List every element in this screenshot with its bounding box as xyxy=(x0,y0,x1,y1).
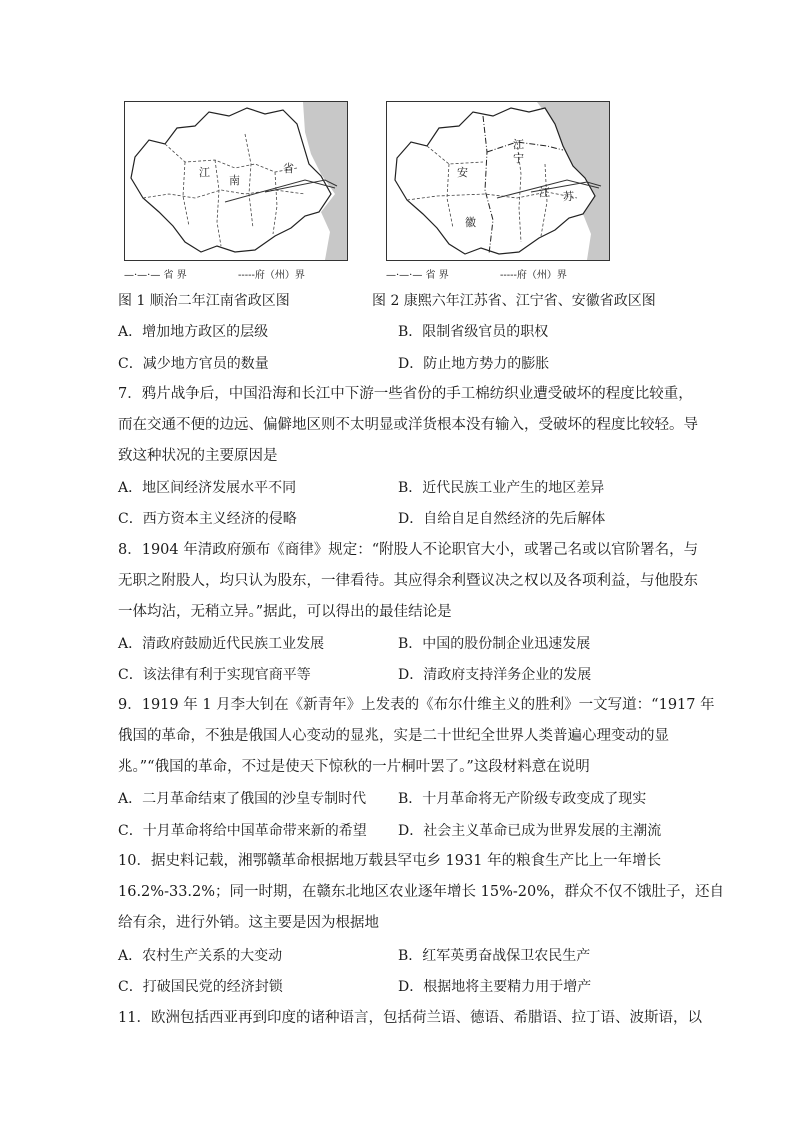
q10-option-d[interactable]: D．根据地将主要精力用于增产 xyxy=(398,979,592,995)
q8-stem-line-3: 一体均沾，无稍立异。”据此，可以得出的最佳结论是 xyxy=(118,604,452,620)
q6-option-d[interactable]: D．防止地方势力的膨胀 xyxy=(398,356,550,372)
map-1-frame xyxy=(124,101,348,261)
q11-stem-line-1: 11．欧洲包括西亚再到印度的诸种语言，包括荷兰语、德语、希腊语、拉丁语、波斯语，以 xyxy=(118,1010,702,1026)
q10-stem-line-3: 给有余，进行外销。这主要是因为根据地 xyxy=(118,915,379,931)
map-2-drawing xyxy=(387,102,609,260)
q9-option-d[interactable]: D．社会主义革命已成为世界发展的主潮流 xyxy=(398,823,662,839)
q8-option-a[interactable]: A．清政府鼓励近代民族工业发展 xyxy=(118,636,325,652)
map-2-caption: 图 2 康熙六年江苏省、江宁省、安徽省政区图 xyxy=(372,293,656,309)
map-2-label-5: 苏 xyxy=(563,190,574,203)
q7-option-b[interactable]: B．近代民族工业产生的地区差异 xyxy=(398,480,605,496)
q8-option-b[interactable]: B．中国的股份制企业迅速发展 xyxy=(398,636,591,652)
q6-option-a[interactable]: A．增加地方政区的层级 xyxy=(118,324,269,340)
map-1-drawing xyxy=(125,102,347,260)
q10-stem-line-2: 16.2%-33.2%；同一时期，在赣东北地区农业逐年增长 15%-20%，群众不仅不饿肚子，还自 xyxy=(118,884,724,900)
q10-stem-line-1: 10．据史料记载，湘鄂赣革命根据地万载县罕屯乡 1931 年的粮食生产比上一年增长 xyxy=(118,853,662,869)
q9-stem-line-2: 俄国的革命，不独是俄国人心变动的显兆，实是二十世纪全世界人类普遍心理变动的显 xyxy=(118,728,669,744)
q9-option-b[interactable]: B．十月革命将无产阶级专政变成了现实 xyxy=(398,791,647,807)
map-1-label-1: 江 xyxy=(199,166,210,179)
q9-option-c[interactable]: C．十月革命将给中国革命带来新的希望 xyxy=(118,823,367,839)
legend-prefecture-border: -----府（州）界 xyxy=(238,270,305,281)
map-2-label-2: 宁 xyxy=(513,152,524,165)
legend-prefecture-border: -----府（州）界 xyxy=(500,270,567,281)
q7-stem-line-3: 致这种状况的主要原因是 xyxy=(118,448,278,464)
q8-stem-line-2: 无职之附股人，均只认为股东，一律看待。其应得余利暨议决之权以及各项利益，与他股东 xyxy=(118,573,698,589)
q8-option-d[interactable]: D．清政府支持洋务企业的发展 xyxy=(398,667,592,683)
map-2-frame xyxy=(386,101,610,261)
map-1-label-2: 南 xyxy=(229,174,240,187)
q7-option-c[interactable]: C．西方资本主义经济的侵略 xyxy=(118,511,297,527)
map-2-label-3: 安 xyxy=(457,166,468,179)
q6-option-b[interactable]: B．限制省级官员的职权 xyxy=(398,324,549,340)
q7-stem-line-1: 7．鸦片战争后，中国沿海和长江中下游一些省份的手工棉纺织业遭受破坏的程度比较重， xyxy=(118,386,693,402)
q7-stem-line-2: 而在交通不便的边远、偏僻地区则不太明显或洋货根本没有输入，受破坏的程度比较轻。导 xyxy=(118,417,698,433)
q6-option-c[interactable]: C．减少地方官员的数量 xyxy=(118,356,269,372)
q10-option-a[interactable]: A．农村生产关系的大变动 xyxy=(118,948,283,964)
legend-province-border: —·—·— 省 界 xyxy=(124,270,187,281)
q9-option-a[interactable]: A．二月革命结束了俄国的沙皇专制时代 xyxy=(118,791,367,807)
q9-stem-line-3: 兆。”“俄国的革命，不过是使天下惊秋的一片桐叶罢了。”这段材料意在说明 xyxy=(118,759,590,775)
map-1-caption: 图 1 顺治二年江南省政区图 xyxy=(118,293,290,309)
q8-option-c[interactable]: C．该法律有利于实现官商平等 xyxy=(118,667,311,683)
map-1-label-3: 省 xyxy=(283,162,294,175)
map-2-label-4: 江 xyxy=(539,186,550,199)
q10-option-c[interactable]: C．打破国民党的经济封锁 xyxy=(118,979,283,995)
q7-option-a[interactable]: A．地区间经济发展水平不同 xyxy=(118,480,297,496)
q10-option-b[interactable]: B．红军英勇奋战保卫农民生产 xyxy=(398,948,591,964)
legend-province-border: —·—·— 省 界 xyxy=(386,270,449,281)
map-2-label-6: 徽 xyxy=(465,216,476,229)
q8-stem-line-1: 8．1904 年清政府颁布《商律》规定：“附股人不论职官大小，或署己名或以官阶署名，与 xyxy=(118,542,699,558)
q9-stem-line-1: 9．1919 年 1 月李大钊在《新青年》上发表的《布尔什维主义的胜利》一文写道：“1917 年 xyxy=(118,697,715,713)
map-2-label-1: 江 xyxy=(513,138,524,151)
q7-option-d[interactable]: D．自给自足自然经济的先后解体 xyxy=(398,511,606,527)
